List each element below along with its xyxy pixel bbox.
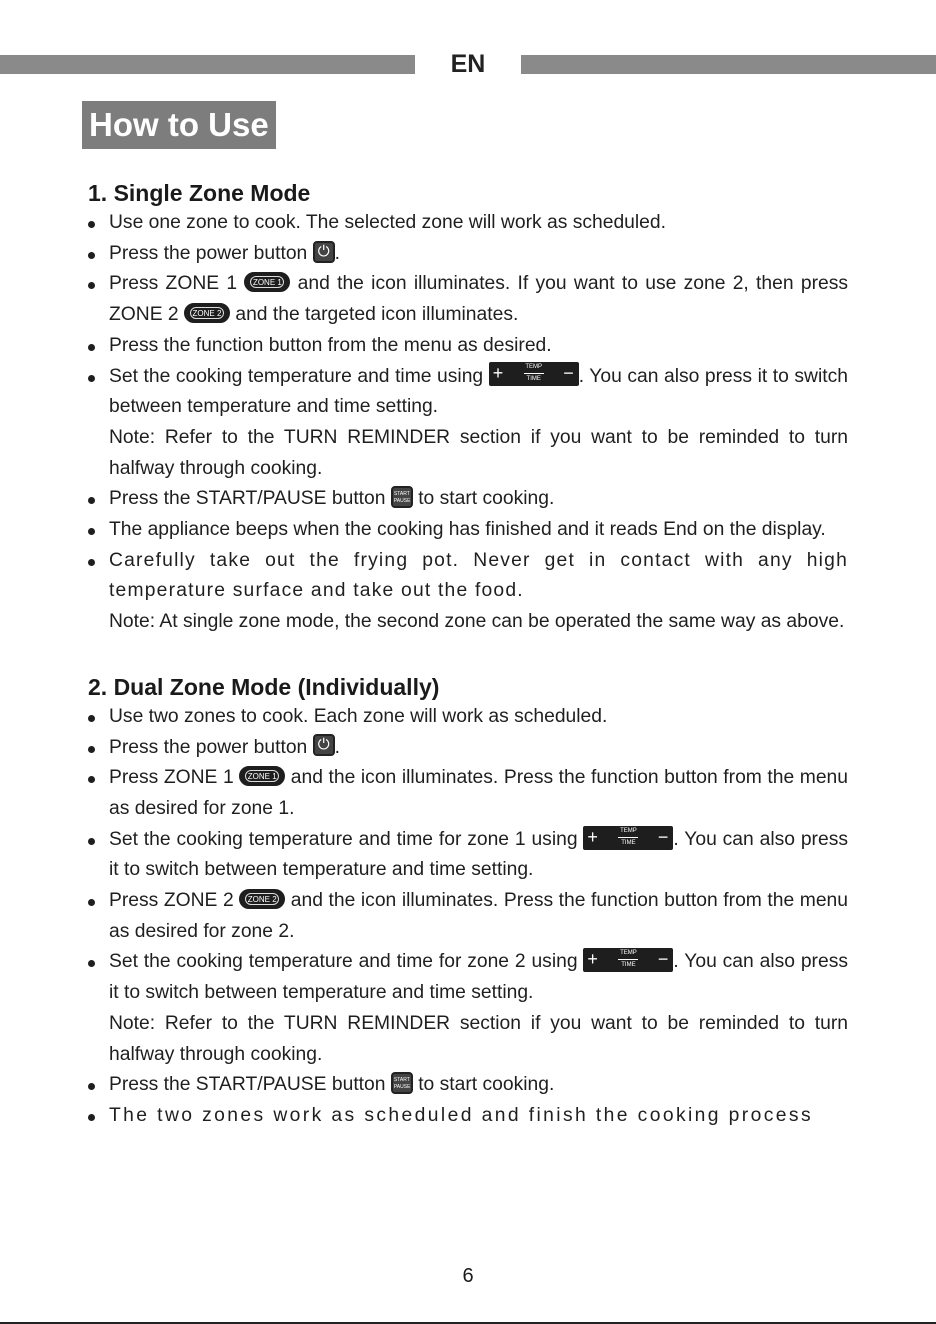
step-text: Set the cooking temperature and time for zone 1 using <box>109 828 584 850</box>
note: Note: At single zone mode, the second zone can be operated the same way as above. <box>109 611 845 633</box>
list-item <box>88 239 848 270</box>
start-label: START <box>393 491 410 498</box>
note: Note: Refer to the TURN REMINDER section if you want to be reminded to turn halfway through cooking. <box>109 426 848 479</box>
list-item <box>88 733 848 764</box>
temp-time-icon: + TEMP TIME − <box>583 826 673 850</box>
step-text: The two zones work as scheduled and finish the cooking process <box>109 1104 813 1126</box>
zone-1-icon-label: ZONE 1 <box>250 276 284 288</box>
zone-1-icon <box>244 272 290 292</box>
note: Note: Refer to the TURN REMINDER section if you want to be reminded to turn halfway through cooking. <box>109 1012 848 1065</box>
time-label: TIME <box>621 839 636 846</box>
step-text: to start cooking. <box>412 488 555 510</box>
power-icon: ⏻ <box>313 734 335 756</box>
temp-label: TEMP <box>620 827 637 834</box>
single-zone-steps-2 <box>88 484 848 607</box>
time-label: TIME <box>526 376 541 383</box>
list-item <box>88 484 848 515</box>
start-pause-icon <box>391 1072 413 1094</box>
zone-2-icon <box>184 303 230 323</box>
step-text: Press ZONE 2 <box>109 890 240 912</box>
page-number: 6 <box>462 1265 474 1287</box>
step-text: . You can also press it to switch between temperature and time setting. <box>109 365 848 418</box>
step-text: Press the function button from the menu as desired. <box>109 334 552 356</box>
pause-label: PAUSE <box>393 498 411 505</box>
step-text: . You can also press it to switch between temperature and time setting. <box>109 828 848 881</box>
zone-2-icon-label: ZONE 2 <box>245 893 279 905</box>
zone-1-icon <box>239 766 285 786</box>
step-text: Carefully take out the frying pot. Never get in contact with any high temperature surface and take out the food. <box>109 549 848 602</box>
start-label: START <box>393 1077 410 1084</box>
step-text: . You can also press it to switch between temperature and time setting. <box>109 951 848 1004</box>
list-item <box>88 947 848 1008</box>
list-item <box>88 269 848 330</box>
list-item <box>88 1101 848 1132</box>
temp-time-icon: + TEMP TIME − <box>583 948 673 972</box>
zone-2-icon <box>239 889 285 909</box>
step-text: Use one zone to cook. The selected zone will work as scheduled. <box>109 212 666 233</box>
list-item <box>88 825 848 886</box>
step-text: and the icon illuminates. Press the function button from the menu as desired for zone 1. <box>109 767 849 819</box>
list-item <box>88 886 848 947</box>
step-text: to start cooking. <box>412 1074 555 1096</box>
section-heading-single-zone: 1. Single Zone Mode <box>88 180 311 206</box>
instructions <box>88 178 848 1132</box>
temp-label: TEMP <box>620 950 637 957</box>
step-text: Press the START/PAUSE button <box>109 1074 391 1096</box>
power-icon: ⏻ <box>313 241 335 263</box>
language-label: EN <box>450 50 486 78</box>
list-item <box>88 515 848 546</box>
single-zone-steps <box>88 208 848 423</box>
step-text: Set the cooking temperature and time for zone 2 using <box>109 951 584 973</box>
step-text: . <box>334 736 340 758</box>
step-text: . <box>334 242 340 264</box>
step-text: Press the START/PAUSE button <box>109 488 391 510</box>
temp-label: TEMP <box>525 364 543 371</box>
list-item <box>88 702 848 733</box>
zone-1-icon-label: ZONE 1 <box>245 770 279 782</box>
section-heading-dual-zone: 2. Dual Zone Mode (Individually) <box>88 673 440 700</box>
header-bar-right <box>521 55 936 74</box>
step-text: and the icon illuminates. Press the function button from the menu as desired for zone 2. <box>109 890 849 942</box>
step-text: Press the power button <box>109 736 313 758</box>
step-text: Press ZONE 1 <box>109 273 245 295</box>
step-text: and the icon illuminates. If you want to use zone 2, then press ZONE 2 <box>109 273 848 326</box>
zone-2-icon-label: ZONE 2 <box>190 307 224 319</box>
step-text: Press the power button <box>109 242 313 264</box>
time-label: TIME <box>621 962 636 969</box>
dual-zone-steps <box>88 702 848 1009</box>
header-bar-left <box>0 55 415 74</box>
list-item <box>88 763 848 824</box>
list-item <box>88 208 848 239</box>
list-item <box>88 362 848 423</box>
step-text: The appliance beeps when the cooking has finished and it reads End on the display. <box>109 519 826 541</box>
temp-time-icon: + TEMP TIME − <box>489 362 579 386</box>
list-item <box>88 331 848 362</box>
pause-label: PAUSE <box>393 1084 411 1091</box>
list-item <box>88 546 848 607</box>
step-text: Use two zones to cook. Each zone will work as scheduled. <box>109 705 608 727</box>
list-item <box>88 1070 848 1101</box>
dual-zone-steps-2 <box>88 1070 848 1131</box>
step-text: Press ZONE 1 <box>109 767 240 789</box>
page-title: How to Use <box>82 101 276 149</box>
start-pause-icon <box>391 486 413 508</box>
step-text: Set the cooking temperature and time using <box>109 365 489 387</box>
step-text: and the targeted icon illuminates. <box>230 304 519 326</box>
